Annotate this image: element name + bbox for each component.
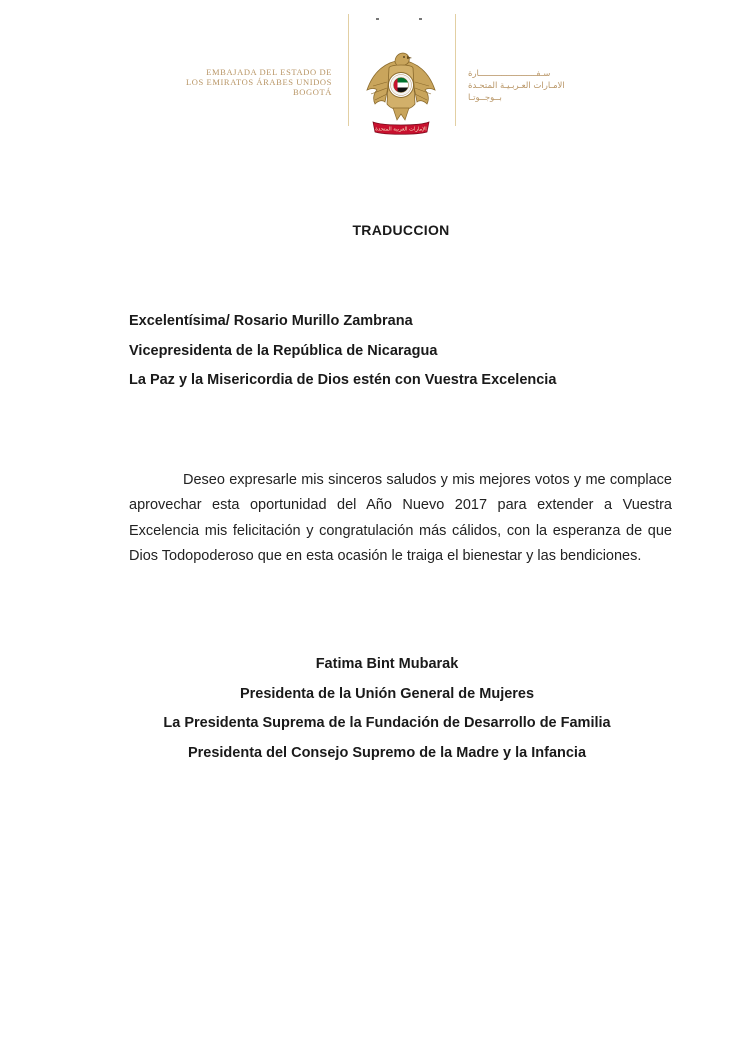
embassy-line-arabic: سـفـــــــــــــــــــــــارة <box>468 69 551 79</box>
mark-dot <box>419 18 422 20</box>
letterhead-divider-left <box>348 14 349 126</box>
signatory-title: La Presidenta Suprema de la Fundación de Desarrollo de Familia <box>163 715 611 731</box>
addressee-block <box>129 307 556 396</box>
document-title: TRADUCCION <box>352 222 450 238</box>
mark-dot <box>376 18 379 20</box>
letterhead-divider-right <box>455 14 456 126</box>
addressee-line: La Paz y la Misericordia de Dios estén con Vuestra Excelencia <box>129 372 557 388</box>
addressee-line: Vicepresidenta de la República de Nicaragua <box>129 342 438 359</box>
letter-body-paragraph: Deseo expresarle mis sinceros saludos y mis mejores votos y me complace aprovechar esta oportunidad del Año Nuevo 2017 para extender a Vuestra Excelencia mis felicitación y congratulación más cálidos, con la esperanza de que Dios Todopoderoso que en esta ocasión le traiga el bienestar y las bendiciones. <box>129 471 672 564</box>
embassy-name-arabic <box>468 68 608 104</box>
embassy-line: EMBAJADA DEL ESTADO DE <box>206 67 332 77</box>
signature-block <box>0 650 744 768</box>
letterhead <box>0 0 744 150</box>
addressee-line: Excelentísima/ Rosario Murillo Zambrana <box>129 313 413 329</box>
embassy-name-spanish <box>150 67 332 97</box>
uae-falcon-emblem-icon <box>363 42 439 138</box>
signatory-title: Presidenta del Consejo Supremo de la Madre y la Infancia <box>187 744 587 761</box>
signatory-title: Presidenta de la Unión General de Mujeres <box>239 685 535 702</box>
embassy-line: LOS EMIRATOS ÁRABES UNIDOS <box>185 77 332 87</box>
emblem-ribbon-text: الإمارات العربية المتحدة <box>375 126 427 133</box>
signatory-name: Fatima Bint Mubarak <box>315 656 459 672</box>
embassy-line-arabic: الامـارات العـربـيـة المتحـدة <box>468 81 565 91</box>
embassy-line: BOGOTÁ <box>292 87 332 97</box>
embassy-line-arabic: بــوجــوتـا <box>468 93 502 103</box>
